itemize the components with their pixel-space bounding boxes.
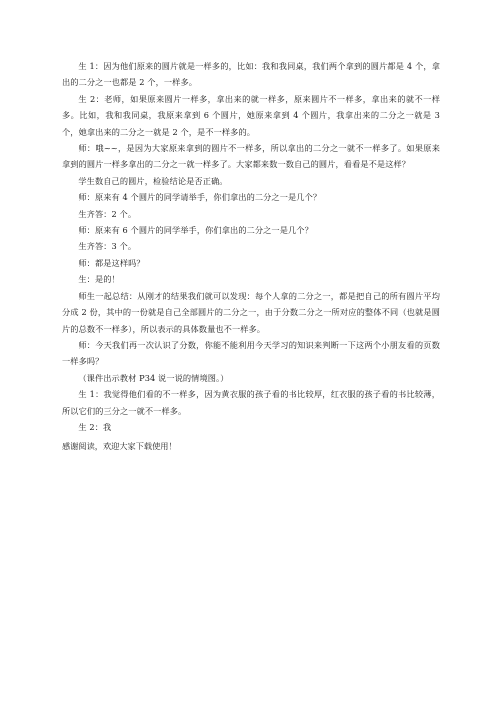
paragraph-student1-reason: 生 1：我觉得他们看的不一样多，因为黄衣服的孩子看的书比较厚，红衣服的孩子看的书比较薄，所以它们的三分之一就不一样多。 bbox=[62, 389, 440, 416]
paragraph-students-count: 学生数自己的圆片，检验结论是否正确。 bbox=[78, 175, 228, 186]
paragraph-student2-start: 生 2：我 bbox=[78, 421, 112, 432]
document-body bbox=[62, 58, 440, 435]
paragraph-student1-answer: 生 1：因为他们原来的圆片就是一样多的，比如：我和我同桌，我们两个拿到的圆片都是 4 个，拿出的二分之一也都是 2 个，一样多。 bbox=[62, 61, 440, 88]
paragraph-courseware-note: （课件出示教材 P34 说一说的情境图。） bbox=[78, 372, 229, 383]
paragraph-teacher-task: 师：今天我们再一次认识了分数，你能不能利用今天学习的知识来判断一下这两个小朋友看的页数一样多吗？ bbox=[62, 339, 440, 367]
paragraph-teacher-question-6: 师：原来有 6 个圆片的同学举手，你们拿出的二分之一是几个？ bbox=[78, 225, 313, 236]
paragraph-teacher-confirm: 师：都是这样吗？ bbox=[78, 257, 145, 268]
paragraph-answer-2: 生齐答：2 个。 bbox=[78, 208, 137, 219]
paragraph-teacher-summary: 师：哦~~，是因为大家原来拿到的圆片不一样多，所以拿出的二分之一就不一样多了。如果原来拿到的圆片一样多拿出的二分之一就一样多了。大家都来数一数自己的圆片，看看是不是这样？ bbox=[62, 143, 440, 170]
paragraph-student-yes: 生：是的！ bbox=[78, 274, 120, 285]
paragraph-student2-answer: 生 2：老师，如果原来圆片一样多，拿出来的就一样多，原来圆片不一样多，拿出来的就不一样多。比如，我和我同桌，我原来拿到 6 个圆片，她原来拿到 4 个圆片，我拿出来的二分之一就是 3 个，她拿出来的二分之一就是 2 个，是不一样多的。 bbox=[62, 93, 440, 137]
paragraph-joint-summary: 师生一起总结：从刚才的结果我们就可以发现：每个人拿的二分之一，都是把自己的所有圆片平均分成 2 份，其中的一份就是自己全部圆片的二分之一，由于分数二分之一所对应的整体不同（也就是圆片的总数不一样多），所以表示的具体数量也不一样多。 bbox=[62, 290, 440, 334]
paragraph-teacher-question-4: 师：原来有 4 个圆片的同学请举手，你们拿出的二分之一是几个？ bbox=[78, 192, 322, 203]
closing-thanks: 感谢阅读，欢迎大家下载使用！ bbox=[62, 441, 177, 451]
paragraph-answer-3: 生齐答：3 个。 bbox=[78, 241, 137, 252]
